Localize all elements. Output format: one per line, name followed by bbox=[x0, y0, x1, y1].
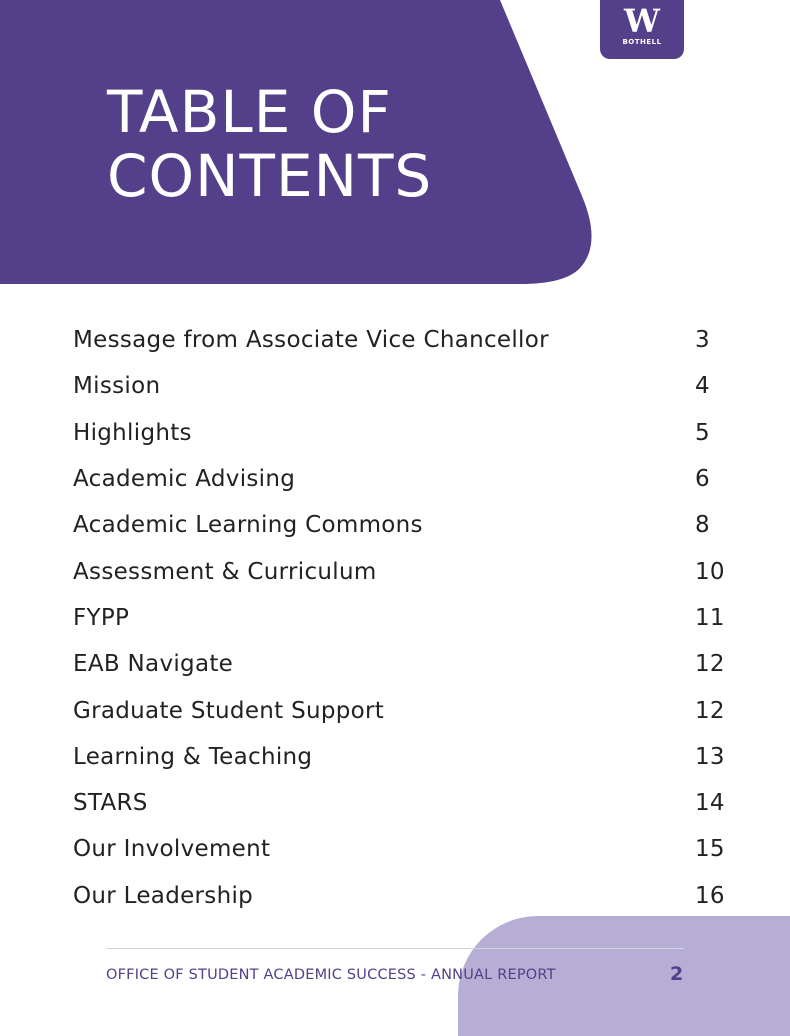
toc-entry-title: Our Leadership bbox=[73, 882, 254, 909]
uw-bothell-logo bbox=[600, 0, 684, 59]
toc-entry[interactable] bbox=[73, 548, 723, 594]
toc-entry[interactable] bbox=[73, 410, 723, 456]
toc-entry-title: Mission bbox=[73, 373, 161, 400]
toc-entry-page: 15 bbox=[695, 836, 725, 863]
toc-entry[interactable] bbox=[73, 363, 723, 409]
toc-entry-title: Graduate Student Support bbox=[73, 697, 385, 724]
toc-entry[interactable] bbox=[73, 734, 723, 780]
toc-entry[interactable] bbox=[73, 641, 723, 687]
toc-entry-title: Our Involvement bbox=[73, 836, 271, 863]
toc-entry[interactable] bbox=[73, 502, 723, 548]
toc-entry-page: 6 bbox=[695, 466, 710, 493]
toc-entry[interactable] bbox=[73, 595, 723, 641]
toc-entry-title: EAB Navigate bbox=[73, 651, 234, 678]
toc-entry-title: Academic Advising bbox=[73, 466, 296, 493]
toc-entry-page: 8 bbox=[695, 512, 710, 539]
page-title-line-2: CONTENTS bbox=[107, 142, 433, 210]
toc-entry-page: 16 bbox=[695, 882, 725, 909]
toc-entry-title: Highlights bbox=[73, 419, 192, 446]
toc-entry-page: 14 bbox=[695, 790, 725, 817]
toc-entry[interactable] bbox=[73, 317, 723, 363]
toc-entry[interactable] bbox=[73, 873, 723, 919]
toc-entry-title: STARS bbox=[73, 790, 148, 817]
toc-entry-page: 5 bbox=[695, 419, 710, 446]
toc-entry-title: Learning & Teaching bbox=[73, 743, 313, 770]
toc-entry-page: 13 bbox=[695, 743, 725, 770]
toc-entry[interactable] bbox=[73, 687, 723, 733]
toc-entry-page: 11 bbox=[695, 604, 725, 631]
footer-report-title: OFFICE OF STUDENT ACADEMIC SUCCESS - ANNUAL REPORT bbox=[106, 967, 556, 983]
page-title-line-1: TABLE OF bbox=[107, 78, 392, 146]
toc-entry[interactable] bbox=[73, 780, 723, 826]
toc-entry-page: 3 bbox=[695, 327, 710, 354]
toc-entry-page: 4 bbox=[695, 373, 710, 400]
toc-entry-title: Academic Learning Commons bbox=[73, 512, 423, 539]
toc-entry[interactable] bbox=[73, 826, 723, 872]
toc-entry-page: 12 bbox=[695, 697, 725, 724]
toc-entry-title: Message from Associate Vice Chancellor bbox=[73, 327, 549, 354]
toc-entry-page: 12 bbox=[695, 651, 725, 678]
logo-campus: BOTHELL bbox=[622, 38, 662, 46]
toc-entry-page: 10 bbox=[695, 558, 725, 585]
footer-page-number: 2 bbox=[670, 963, 684, 985]
table-of-contents bbox=[73, 317, 723, 919]
toc-entry[interactable] bbox=[73, 456, 723, 502]
toc-entry-title: FYPP bbox=[73, 604, 130, 631]
toc-entry-title: Assessment & Curriculum bbox=[73, 558, 377, 585]
footer-divider bbox=[106, 948, 684, 949]
page-title bbox=[107, 80, 432, 208]
logo-letter: W bbox=[624, 2, 660, 40]
